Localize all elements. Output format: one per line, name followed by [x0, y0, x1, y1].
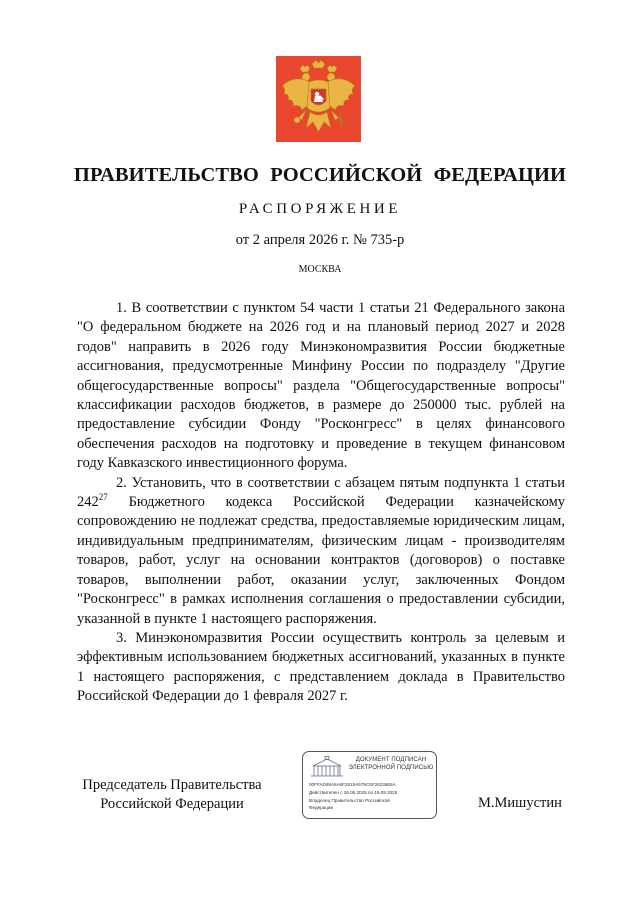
- signatory-name: М.Мишустин: [478, 795, 562, 811]
- paragraph-1: 1. В соответствии с пунктом 54 части 1 статьи 21 Федерального закона "О федеральном бюджете на 2026 год и на плановый период 2027 и 2028 годов" направить в 2026 году Минэкономразвития России бюджетные ассигнования, предусмотренные Минфину России по подразделу "Другие общегосударственные вопросы" раздела "Общегосударственные вопросы" классификации расходов бюджетов, в размере до 250000 тыс. рублей на предоставление субсидии Фонду "Росконгресс" в целях финансового обеспечения расходов на подготовку и проведение в текущем финансовом году Кавказского инвестиционного форума.: [77, 300, 565, 472]
- document-type: РАСПОРЯЖЕНИЕ: [238, 201, 402, 217]
- electronic-signature-stamp: [302, 751, 437, 819]
- document-date-number: от 2 апреля 2026 г. № 735-р: [235, 232, 405, 248]
- government-title: ПРАВИТЕЛЬСТВО РОССИЙСКОЙ ФЕДЕРАЦИИ: [73, 164, 567, 186]
- superscript: 27: [98, 492, 108, 503]
- paragraph-3: 3. Минэкономразвития России осуществить контроль за целевым и эффективным использованием бюджетных ассигнований, указанных в пункте 1 настоящего распоряжения, с представлением доклада в Правительство Российской Федерации до 1 февраля 2027 г.: [77, 629, 565, 705]
- document-body: [77, 299, 565, 707]
- stamp-title: ДОКУМЕНТ ПОДПИСАН ЭЛЕКТРОННОЙ ПОДПИСЬЮ: [348, 757, 434, 771]
- stamp-owner-2: Федерации: [309, 805, 334, 810]
- stamp-certificate: 00FFAD69A5A6F2615A579C5F2623865A: [309, 782, 396, 787]
- digital-signature-icon: [309, 756, 345, 778]
- paragraph-2: 2. Установить, что в соответствии с абзацем пятым подпункта 1 статьи $242^{27}$ Бюджетного кодекса Российской Федерации казначейскому сопровождению не подлежат средства, предоставляемые юридическим лицам, индивидуальным предпринимателям, физическим лицам - производителям товаров, работ, услуг на основании контрактов (договоров) о поставке товаров, выполнении работ, оказании услуг, заключенных Фондом "Росконгресс" в рамках исполнения соглашения о предоставлении субсидии, указанной в пункте 1 настоящего распоряжения.: [77, 474, 565, 627]
- document-city: МОСКВА: [298, 264, 342, 275]
- signatory-position: Председатель Правительства Российской Федерации: [82, 777, 262, 812]
- stamp-owner: Владелец Правительство Российской: [309, 798, 390, 803]
- stamp-validity: Действителен с 26.06.2025 по 19.09.2026: [309, 790, 398, 795]
- coat-of-arms-icon: [276, 56, 361, 142]
